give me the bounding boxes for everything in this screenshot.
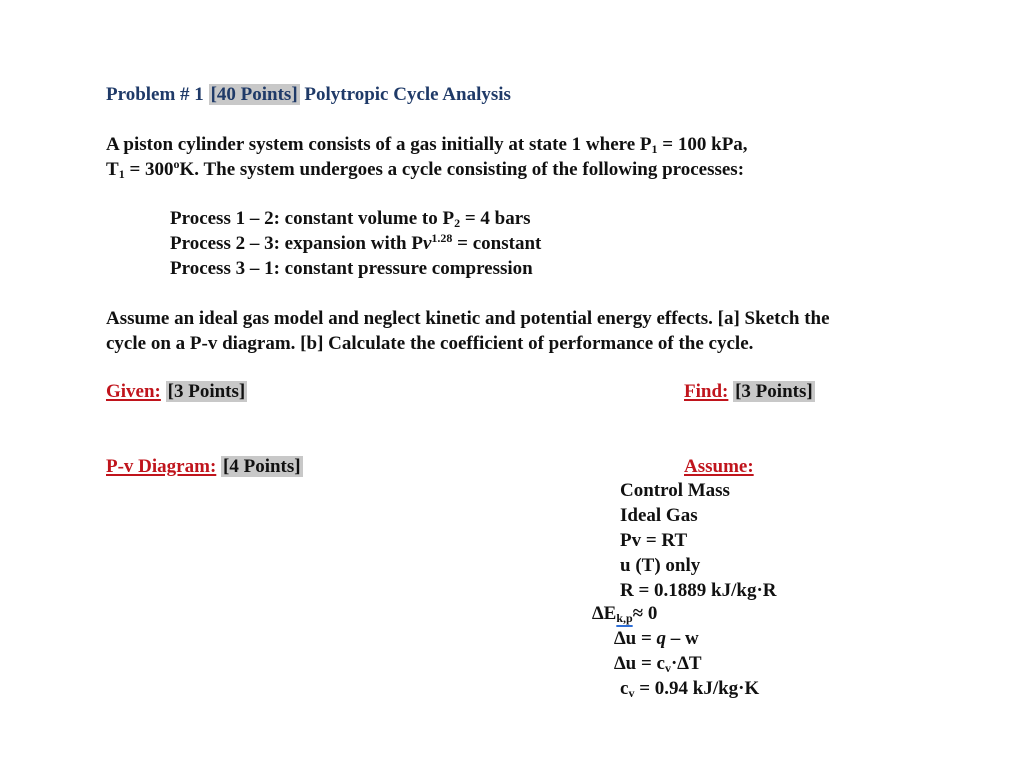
du-text: ·∆T: [670, 653, 702, 674]
intro-text: = 100 kPa,: [657, 134, 748, 155]
du-text: ∆u = c: [614, 653, 665, 674]
task-paragraph: [106, 306, 830, 356]
superscript: 1.28: [431, 231, 453, 245]
subscript: v: [628, 686, 635, 700]
given-label: Given:: [106, 381, 161, 402]
assume-dek: [592, 601, 657, 626]
du-text: ∆u =: [614, 628, 657, 649]
title-points-highlight: [40 Points]: [210, 84, 298, 105]
assume-heading: Assume:: [684, 456, 754, 477]
process-3-1: Process 3 – 1: constant pressure compression: [170, 258, 533, 279]
process-text: = constant: [452, 233, 542, 254]
assume-item: u (T) only: [620, 555, 701, 576]
intro-line-1: [106, 132, 748, 157]
italic-v: v: [422, 233, 432, 254]
delta-e: ∆E: [592, 603, 617, 624]
cv-text: c: [620, 678, 629, 699]
process-text: = 4 bars: [460, 208, 531, 229]
assume-item: Ideal Gas: [620, 505, 698, 526]
cv-text: = 0.94 kJ/kg·K: [634, 678, 760, 699]
intro-paragraph: [106, 132, 748, 182]
pv-diagram-label: P-v Diagram:: [106, 456, 217, 477]
pv-diagram-points: [4 Points]: [223, 456, 301, 477]
find-label: Find:: [684, 381, 729, 402]
find-section: [684, 379, 815, 404]
process-1-2: [170, 206, 541, 231]
assume-items: [620, 478, 777, 603]
pv-diagram-section: [106, 454, 303, 479]
superscript: o: [173, 157, 180, 171]
find-points: [3 Points]: [735, 381, 813, 402]
intro-line-2: [106, 157, 748, 182]
given-points: [3 Points]: [167, 381, 246, 402]
assume-item: Control Mass: [620, 480, 730, 501]
intro-text: T: [106, 159, 119, 180]
problem-title: [106, 84, 511, 106]
subscript: 2: [454, 216, 461, 230]
subscript-kp: k,p: [616, 611, 633, 625]
subscript: 1: [118, 167, 125, 181]
process-2-3: [170, 231, 541, 256]
process-list: [170, 206, 541, 281]
given-section: [106, 379, 247, 404]
intro-text: = 300: [124, 159, 174, 180]
assume-item: R = 0.1889 kJ/kg·R: [620, 580, 777, 601]
assume-du-1: [614, 626, 699, 651]
intro-text: K. The system undergoes a cycle consisting of the following processes:: [179, 159, 745, 180]
assume-du-2: [614, 651, 702, 676]
du-text: – w: [666, 628, 699, 649]
assume-item: Pv = RT: [620, 530, 688, 551]
process-text: Process 2 – 3: expansion with P: [170, 233, 423, 254]
subscript: 1: [651, 142, 658, 156]
assume-cv: [620, 676, 759, 701]
subscript: v: [664, 661, 671, 675]
task-line-2: cycle on a P-v diagram. [b] Calculate the coefficient of performance of the cycle.: [106, 333, 754, 354]
italic-q: q: [656, 628, 667, 649]
intro-text: A piston cylinder system consists of a gas initially at state 1 where P: [106, 134, 652, 155]
task-line-1: Assume an ideal gas model and neglect kinetic and potential energy effects. [a] Sketch the: [106, 308, 830, 329]
process-text: Process 1 – 2: constant volume to P: [170, 208, 455, 229]
title-suffix: Polytropic Cycle Analysis: [299, 84, 511, 105]
title-prefix: Problem # 1: [106, 84, 209, 105]
approx-zero: ≈ 0: [632, 603, 658, 624]
